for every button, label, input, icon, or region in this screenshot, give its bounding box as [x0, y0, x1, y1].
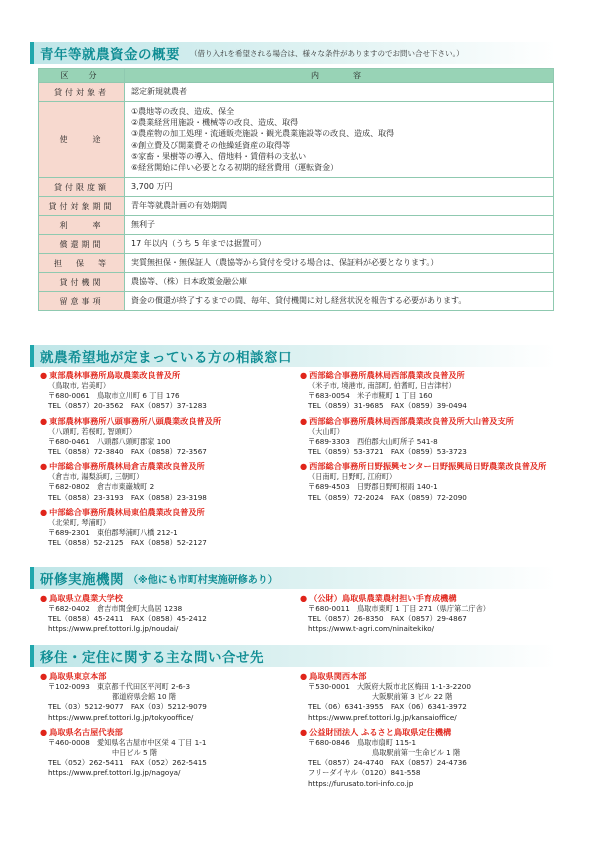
institution-address: 〒682-0402 倉吉市関金町大鳥居 1238	[48, 604, 183, 613]
contact-url[interactable]: https://www.pref.tottori.lg.jp/kansaioffice/	[308, 712, 457, 722]
row-label: 償還期間	[39, 235, 125, 254]
office-phone: TEL（0857）20-3562 FAX（0857）37-1283	[48, 401, 207, 411]
contact-line: TEL（06）6341-3955 FAX（06）6341-3972	[308, 702, 467, 712]
office-phone: TEL（0859）31-9685 FAX（0859）39-0494	[308, 401, 467, 411]
use-item: ⑥経営開始に伴い必要となる初期的経営費用（運転資金）	[131, 163, 339, 173]
office-address: 〒689-4503 日野郡日野町根雨 140-1	[308, 482, 438, 492]
bullet-icon: ●	[300, 671, 308, 681]
table-row	[39, 216, 554, 235]
use-item: ③農産物の加工処理・流通販売施設・観光農業施設等の改良、造成、取得	[131, 129, 395, 139]
row-value: 実質無担保・無保証人（農協等から貸付を受ける場合は、保証料が必要となります。）	[125, 254, 554, 273]
use-item: ④創立費及び開業費その他繰延資産の取得等	[131, 140, 291, 150]
table-row	[39, 102, 554, 178]
contact-line: 中日ビル 5 階	[112, 748, 158, 758]
section-note-loan: （借り入れを希望される場合は、様々な条件がありますのでお問い合せ下さい。）	[190, 48, 464, 58]
office-name: ● 西部総合事務所農林局西部農業改良普及所	[300, 370, 465, 380]
bullet-icon: ●	[300, 461, 308, 472]
bullet-icon: ●	[40, 593, 48, 603]
row-label: 留意事項	[39, 292, 125, 311]
office-address: 〒680-0061 鳥取市立川町 6 丁目 176	[48, 391, 180, 401]
institution-phone: TEL（0858）45-2411 FAX（0858）45-2412	[48, 614, 207, 624]
row-value: 17 年以内（うち 5 年までは据置可）	[125, 235, 554, 254]
contact-line: TEL（052）262-5411 FAX（052）262-5415	[48, 758, 207, 768]
table-header-content: 内 容	[125, 69, 554, 83]
office-phone: TEL（0859）72-2024 FAX（0859）72-2090	[308, 492, 467, 502]
row-label: 貸付対象者	[39, 83, 125, 102]
relocation-left-column	[40, 670, 296, 782]
table-row	[39, 83, 554, 102]
office-area: （倉吉市, 湯梨浜町, 三朝町）	[48, 472, 144, 482]
office-entry	[40, 369, 296, 412]
table-header-row	[39, 69, 554, 83]
office-address: 〒680-0461 八頭郡八頭町郡家 100	[48, 436, 171, 446]
bullet-icon: ●	[40, 506, 48, 517]
contact-name: ● 鳥取県東京本部	[40, 671, 107, 681]
section-subtitle-training: （※他にも市町村実施研修あり）	[128, 574, 278, 586]
contact-entry	[40, 670, 296, 723]
contact-entry	[300, 726, 556, 789]
office-phone: TEL（0858）23-3193 FAX（0858）23-3198	[48, 492, 207, 502]
row-label: 使 途	[39, 102, 125, 178]
section-header-training	[30, 567, 556, 589]
institution-name: ● （公財）鳥取県農業農村担い手育成機構	[300, 593, 457, 603]
row-label: 貸付限度額	[39, 178, 125, 197]
office-address: 〒683-0054 米子市糀町 1 丁目 160	[308, 391, 433, 401]
contact-url[interactable]: https://www.pref.tottori.lg.jp/tokyooffice/	[48, 712, 194, 722]
office-address: 〒689-3303 西伯郡大山町所子 541-8	[308, 436, 438, 446]
table-row	[39, 292, 554, 311]
section-title-consultation: 就農希望地が定まっている方の相談窓口	[40, 350, 292, 366]
office-area: （鳥取市, 岩美町）	[48, 381, 111, 390]
bullet-icon: ●	[40, 415, 48, 426]
office-name: ● 西部総合事務所農林局西部農業改良普及所大山普及支所	[300, 415, 514, 426]
office-name: ● 西部総合事務所日野振興センター日野振興局日野農業改良普及所	[300, 461, 547, 472]
bullet-icon: ●	[40, 726, 48, 737]
contact-line: TEL（03）5212-9077 FAX（03）5212-9079	[48, 702, 207, 712]
bullet-icon: ●	[300, 370, 308, 380]
contact-line: フリーダイヤル（0120）841-558	[308, 768, 421, 778]
section-title-relocation: 移住・定住に関する主な問い合せ先	[40, 650, 264, 666]
contact-line: 〒680-0846 鳥取市扇町 115-1	[308, 737, 417, 747]
office-address: 〒689-2301 東伯郡琴浦町八橋 212-1	[48, 528, 178, 538]
institution-phone: TEL（0857）26-8350 FAX（0857）29-4867	[308, 614, 467, 624]
table-row	[39, 273, 554, 292]
table-header-category: 区 分	[39, 69, 125, 83]
office-name: ● 東部農林事務所八頭事務所八頭農業改良普及所	[40, 415, 222, 426]
section-title-loan: 青年等就農資金の概要	[40, 47, 180, 63]
contact-url[interactable]: https://furusato.tori-info.co.jp	[308, 778, 414, 788]
office-phone: TEL（0858）72-3840 FAX（0858）72-3567	[48, 447, 207, 457]
row-value: 青年等就農計画の有効期間	[125, 197, 554, 216]
consultation-left-column	[40, 369, 296, 551]
row-value-uses	[125, 102, 554, 178]
office-entry	[300, 460, 550, 503]
contact-entry	[300, 670, 556, 723]
institution-url[interactable]: https://www.t-agri.com/ninaitekiko/	[308, 624, 435, 634]
row-value: 資金の償還が終了するまでの間、毎年、貸付機関に対し経営状況を報告する必要があります。	[125, 292, 554, 311]
row-value: 農協等、（株）日本政策金融公庫	[125, 273, 554, 292]
row-label: 貸付対象期間	[39, 197, 125, 216]
table-row	[39, 178, 554, 197]
office-entry	[40, 415, 296, 458]
use-item: ⑤家畜・果樹等の導入、借地料・賃借料の支払い	[131, 151, 307, 161]
contact-line: 大阪駅前第 3 ビル 22 階	[372, 692, 453, 702]
office-name: ● 中部総合事務所農林局東伯農業改良普及所	[40, 506, 205, 517]
contact-entry	[40, 726, 296, 779]
bullet-icon: ●	[300, 415, 308, 426]
bullet-icon: ●	[40, 461, 48, 472]
training-left	[40, 592, 296, 635]
contact-line: TEL（0857）24-4740 FAX（0857）24-4736	[308, 758, 467, 768]
loan-table	[38, 68, 554, 311]
contact-url[interactable]: https://www.pref.tottori.lg.jp/nagoya/	[48, 768, 181, 778]
use-item: ②農業経営用施設・機械等の改良、造成、取得	[131, 117, 299, 127]
row-value: 無利子	[125, 216, 554, 235]
row-label: 貸付機関	[39, 273, 125, 292]
office-name: ● 東部農林事務所鳥取農業改良普及所	[40, 370, 181, 380]
office-entry	[300, 415, 550, 458]
office-area: （八頭町, 若桜町, 智頭町）	[48, 426, 137, 436]
institution-address: 〒680-0011 鳥取市東町 1 丁目 271（県庁第二庁舎）	[308, 604, 490, 613]
section-header-consultation	[30, 345, 556, 367]
bullet-icon: ●	[40, 370, 48, 380]
bullet-icon: ●	[300, 726, 308, 737]
contact-line: 都道府県会館 10 階	[112, 692, 177, 702]
office-name: ● 中部総合事務所農林局倉吉農業改良普及所	[40, 461, 205, 472]
row-value: 3,700 万円	[125, 178, 554, 197]
section-header-relocation	[30, 645, 556, 667]
bullet-icon: ●	[300, 593, 308, 603]
institution-url[interactable]: https://www.pref.tottori.lg.jp/noudai/	[48, 624, 179, 634]
use-item: ①農地等の改良、造成、保全	[131, 106, 235, 116]
contact-line: 鳥取駅前第一生命ビル 1 階	[372, 748, 461, 758]
office-area: （北栄町, 琴浦町）	[48, 517, 111, 527]
table-row	[39, 197, 554, 216]
office-area: （米子市, 境港市, 南部町, 伯耆町, 日吉津村）	[308, 381, 456, 390]
table-row	[39, 235, 554, 254]
office-entry	[300, 369, 550, 412]
contact-name: ● 鳥取県関西本部	[300, 671, 367, 681]
bullet-icon: ●	[40, 671, 48, 681]
table-row	[39, 254, 554, 273]
section-title-training: 研修実施機関	[40, 572, 124, 588]
contact-line: 〒102-0093 東京都千代田区平河町 2-6-3	[48, 682, 191, 691]
contact-line: 〒530-0001 大阪府大阪市北区梅田 1-1-3-2200	[308, 682, 471, 691]
office-entry	[40, 460, 296, 503]
row-label: 担 保 等	[39, 254, 125, 273]
contact-name: ● 公益財団法人 ふるさと鳥取県定住機構	[300, 726, 452, 737]
office-phone: TEL（0859）53-3721 FAX（0859）53-3723	[308, 447, 467, 457]
row-value: 認定新規就農者	[125, 83, 554, 102]
relocation-right-column	[300, 670, 556, 792]
contact-name: ● 鳥取県名古屋代表部	[40, 726, 123, 737]
row-label: 利 率	[39, 216, 125, 235]
section-header-loan	[30, 42, 556, 64]
training-right	[300, 592, 556, 635]
office-area: （日南町, 日野町, 江府町）	[308, 472, 397, 482]
institution-name: ● 鳥取県立農業大学校	[40, 593, 123, 603]
office-phone: TEL（0858）52-2125 FAX（0858）52-2127	[48, 538, 207, 548]
office-entry	[40, 506, 296, 549]
consultation-right-column	[300, 369, 550, 506]
office-area: （大山町）	[308, 426, 344, 436]
contact-line: 〒460-0008 愛知県名古屋市中区栄 4 丁目 1-1	[48, 737, 207, 747]
office-address: 〒682-0802 倉吉市東巌城町 2	[48, 482, 155, 492]
